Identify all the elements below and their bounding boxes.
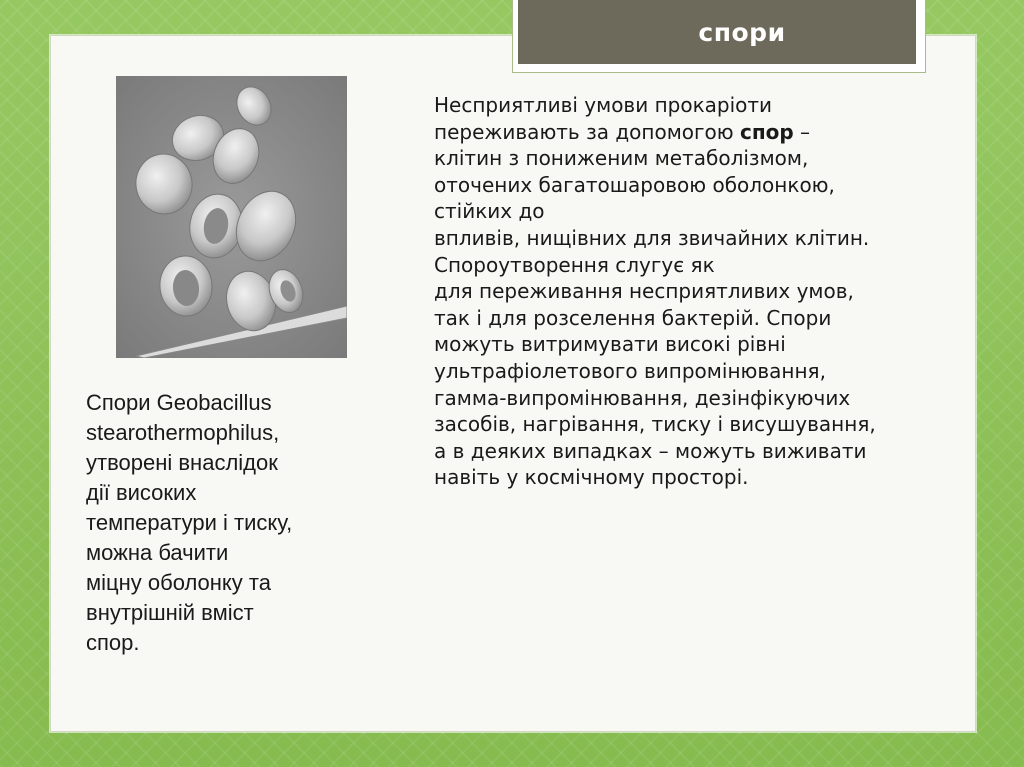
body-line: Спороутворення слугує як <box>434 252 715 277</box>
body-paragraph <box>434 92 974 491</box>
body-line: можуть витримувати високі рівні <box>434 332 786 357</box>
title-box <box>518 0 916 64</box>
body-line-part: – <box>793 119 811 144</box>
caption-line: дії високих <box>86 480 197 505</box>
body-line: оточених багатошаровою оболонкою, <box>434 172 835 197</box>
body-line: гамма-випромінювання, дезінфікуючих <box>434 385 851 410</box>
body-line: впливів, нищівних для звичайних клітин. <box>434 225 870 250</box>
body-line: клітин з пониженим метаболізмом, <box>434 146 809 171</box>
caption-line: можна бачити <box>86 540 229 565</box>
body-line: ультрафіолетового випромінювання, <box>434 358 826 383</box>
spores-micrograph-image <box>116 76 347 358</box>
caption-line: внутрішній вміст <box>86 600 254 625</box>
body-line: для переживання несприятливих умов, <box>434 279 854 304</box>
caption-line: міцну оболонку та <box>86 570 271 595</box>
caption-line: stearothermophilus, <box>86 420 280 445</box>
caption-line: утворені внаслідок <box>86 450 278 475</box>
caption-line: Спори Geobacillus <box>86 390 272 415</box>
body-line: засобів, нагрівання, тиску і висушування, <box>434 412 876 437</box>
caption-line: температури і тиску, <box>86 510 293 535</box>
body-line-part: переживають за допомогою <box>434 119 740 144</box>
body-line: Несприятливі умови прокаріоти <box>434 93 773 117</box>
body-line-with-term <box>434 119 974 146</box>
body-line: а в деяких випадках – можуть виживати <box>434 438 867 463</box>
term-spores-bold: спор <box>739 119 794 144</box>
image-caption <box>86 388 376 658</box>
body-line: навіть у космічному просторі. <box>434 465 749 490</box>
slide-title: спори <box>698 17 786 47</box>
body-line: так і для розселення бактерій. Спори <box>434 305 832 330</box>
caption-line: спор. <box>86 630 140 655</box>
body-line: стійких до <box>434 199 545 224</box>
